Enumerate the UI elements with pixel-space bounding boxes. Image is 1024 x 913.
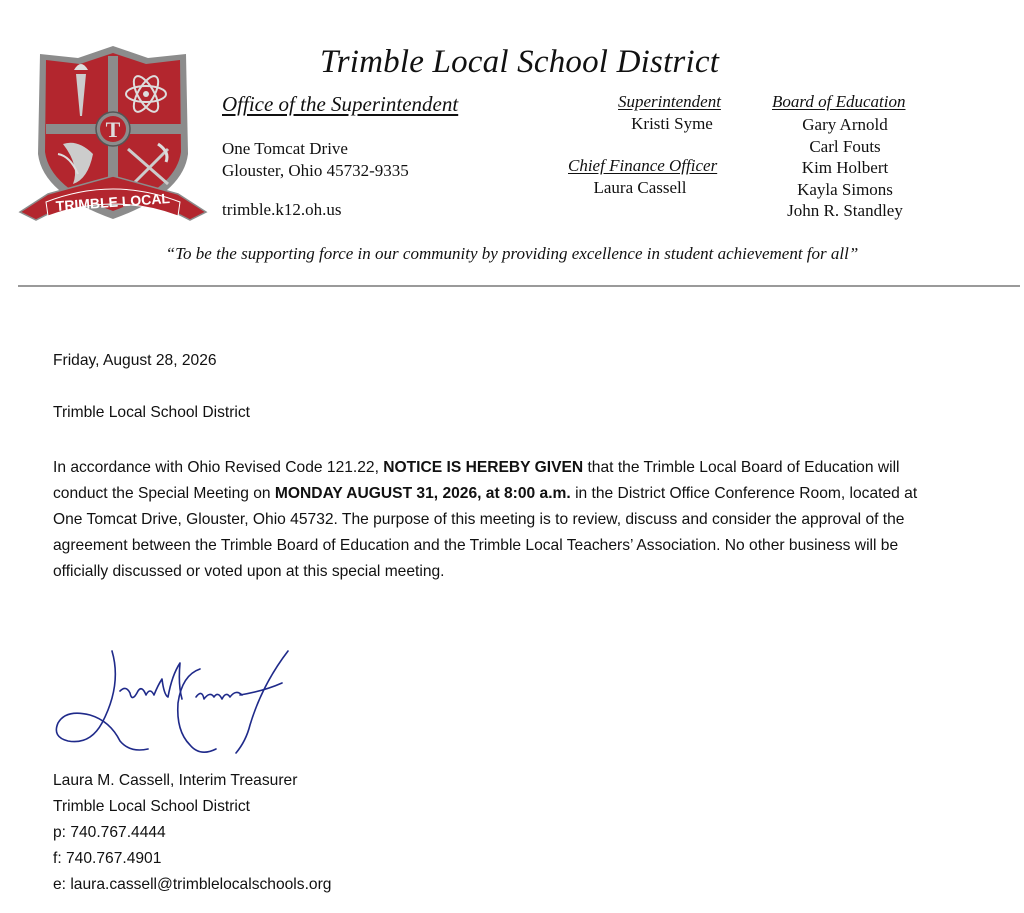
signature-block	[53, 768, 331, 898]
handwritten-signature	[50, 645, 310, 765]
superintendent-heading: Superintendent	[618, 92, 721, 111]
crest-letter: T	[105, 117, 121, 142]
district-title: Trimble Local School District	[320, 44, 720, 80]
notice-text: In accordance with Ohio Revised Code 121.22,	[53, 459, 384, 476]
board-member: John R. Standley	[787, 201, 903, 220]
cfo-heading: Chief Finance Officer	[568, 156, 718, 175]
notice-text: agreement between the Trimble Board of Education and the Trimble Local Teachers’ Association. No other business will be	[53, 537, 899, 554]
notice-text: conduct the Special Meeting on	[53, 485, 275, 502]
district-motto: “To be the supporting force in our community by providing excellence in student achievement for all”	[165, 244, 859, 263]
notice-paragraph	[53, 455, 993, 585]
trimble-local-crest-logo	[18, 44, 208, 240]
superintendent-name: Kristi Syme	[631, 114, 713, 133]
signer-name-title: Laura M. Cassell, Interim Treasurer	[53, 772, 298, 789]
cfo-name: Laura Cassell	[593, 178, 687, 197]
header-divider	[18, 285, 1020, 287]
board-member: Carl Fouts	[809, 136, 881, 156]
signer-phone: p: 740.767.4444	[53, 824, 166, 841]
district-website: trimble.k12.oh.us	[222, 200, 342, 219]
board-member: Kim Holbert	[801, 158, 889, 177]
letter-addressee: Trimble Local School District	[53, 404, 251, 421]
office-title: Office of the Superintendent	[222, 92, 459, 116]
board-heading: Board of Education	[772, 92, 906, 111]
board-member: Gary Arnold	[802, 115, 888, 134]
signer-organization: Trimble Local School District	[53, 798, 251, 815]
board-member-list	[770, 114, 920, 222]
signer-fax: f: 740.767.4901	[53, 850, 162, 867]
notice-text: that the Trimble Local Board of Education will	[583, 459, 900, 476]
letter-date: Friday, August 28, 2026	[53, 352, 217, 369]
notice-text: One Tomcat Drive, Glouster, Ohio 45732. The purpose of this meeting is to review, discuss and consider the approval of the	[53, 511, 905, 528]
notice-bold-phrase: NOTICE IS HEREBY GIVEN	[383, 459, 584, 476]
notice-text: in the District Office Conference Room, located at	[570, 485, 918, 502]
crest-banner-text: TRIMBLE LOCAL	[55, 190, 171, 214]
meeting-datetime: MONDAY AUGUST 31, 2026, at 8:00 a.m.	[274, 485, 571, 502]
notice-text: officially discussed or voted upon at this special meeting.	[53, 563, 445, 580]
signer-email: e: laura.cassell@trimblelocalschools.org	[53, 876, 332, 893]
board-member: Kayla Simons	[797, 179, 893, 199]
address-line-1: One Tomcat Drive	[222, 139, 348, 158]
address-line-2: Glouster, Ohio 45732-9335	[222, 161, 409, 180]
